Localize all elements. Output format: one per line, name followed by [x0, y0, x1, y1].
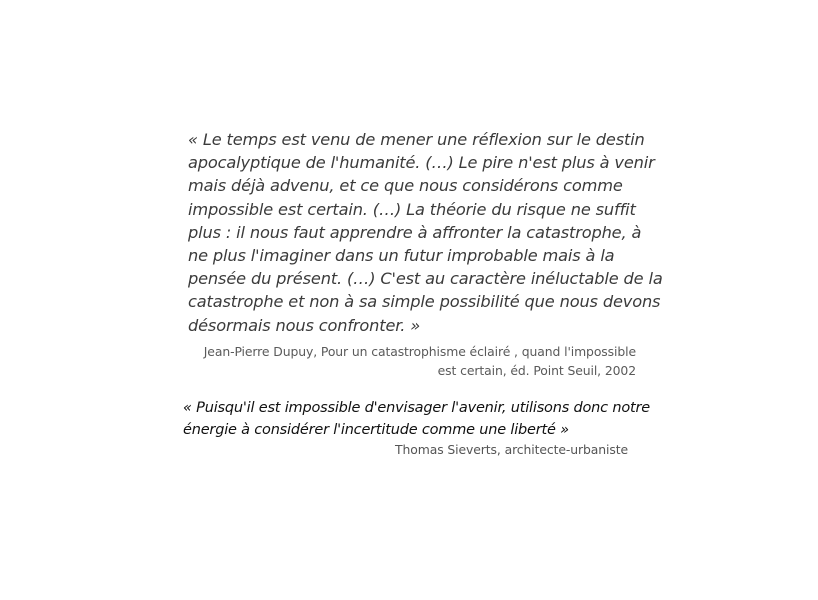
quote-line: ne plus l'imaginer dans un futur improbable mais à la	[188, 246, 615, 266]
sieverts-attribution	[190, 441, 628, 459]
dupuy-quote	[188, 128, 663, 337]
sieverts-quote	[183, 397, 650, 441]
quote-line: « Puisqu'il est impossible d'envisager l'avenir, utilisons donc notre	[183, 400, 650, 416]
quote-line: désormais nous confronter. »	[188, 315, 421, 335]
quote-line: impossible est certain. (…) La théorie du risque ne suffit	[188, 199, 636, 219]
quote-line: énergie à considérer l'incertitude comme une liberté »	[183, 422, 569, 438]
quote-line: mais déjà advenu, et ce que nous considérons comme	[188, 176, 623, 196]
quote-line: « Le temps est venu de mener une réflexion sur le destin	[188, 130, 645, 149]
attribution-line: Thomas Sieverts, architecte-urbaniste	[395, 442, 628, 457]
attribution-line: est certain, éd. Point Seuil, 2002	[437, 362, 636, 378]
quote-line: pensée du présent. (…) C'est au caractère inéluctable de la	[188, 269, 663, 289]
dupuy-attribution	[190, 343, 636, 380]
attribution-line: Jean-Pierre Dupuy, Pour un catastrophisme éclairé , quand l'impossible	[203, 344, 636, 359]
quote-line: plus : il nous faut apprendre à affronter la catastrophe, à	[188, 222, 642, 242]
quote-line: apocalyptique de l'humanité. (…) Le pire n'est plus à venir	[188, 153, 655, 173]
quote-line: catastrophe et non à sa simple possibilité que nous devons	[188, 292, 661, 312]
